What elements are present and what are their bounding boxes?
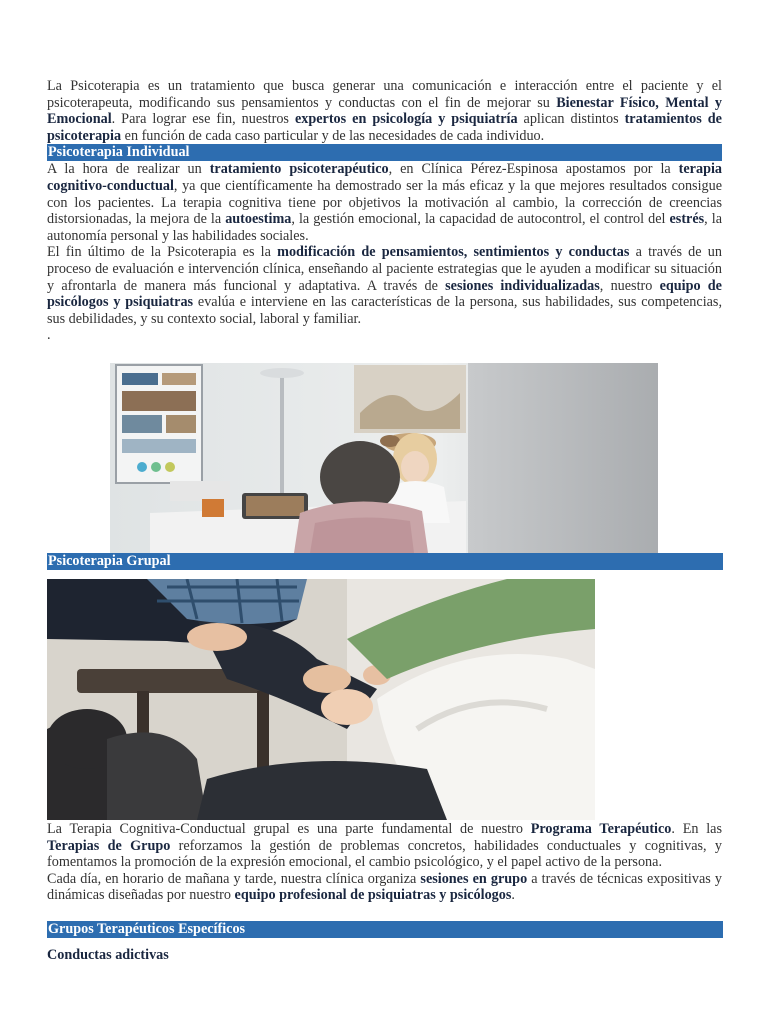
grupal-text-block: [47, 821, 722, 904]
text: evalúa e interviene en las características de la persona, sus habilidades, sus competencias, sus debilidades, y su contexto social, laboral y familiar.: [47, 294, 723, 327]
bold-text: estrés: [669, 211, 705, 228]
bold-text: sesiones en grupo: [420, 870, 528, 887]
bold-text: Programa Terapéutico: [530, 821, 672, 837]
intro-paragraph: [47, 78, 722, 144]
grupal-paragraph-1: [47, 821, 722, 871]
section-heading-grupal: Psicoterapia Grupal: [47, 553, 723, 570]
grupal-paragraph-2: [47, 871, 722, 904]
text: , en Clínica Pérez-Espinosa apostamos por la: [388, 161, 679, 178]
group-therapy-photo: [47, 579, 595, 820]
intro-text: . Para lograr ese fin, nuestros: [111, 111, 295, 128]
bold-text: tratamiento psicoterapéutico: [209, 161, 389, 178]
bold-text: sesiones individualizadas: [445, 277, 600, 294]
bold-text: modificación de pensamientos, sentimientos y conductas: [277, 244, 630, 261]
text: a través de técnicas expositivas y dinámicas diseñadas por nuestro: [47, 870, 722, 904]
subheading-conductas-adictivas: Conductas adictivas: [47, 947, 169, 963]
section-heading-individual: Psicoterapia Individual: [47, 144, 722, 161]
text: A la hora de realizar un: [47, 161, 210, 178]
individual-therapy-photo: [110, 363, 658, 553]
individual-paragraph-2: [47, 244, 722, 327]
bold-text: autoestima: [225, 211, 292, 228]
text: Cada día, en horario de mañana y tarde, nuestra clínica organiza: [47, 870, 421, 887]
intro-bold: Bienestar Físico, Mental y Emocional: [47, 94, 722, 128]
intro-text: aplican distintos: [517, 111, 625, 128]
document-body: [47, 78, 722, 344]
bold-text: terapia cognitivo-conductual: [47, 161, 722, 194]
text: , nuestro: [599, 277, 660, 294]
bold-text: equipo de psicólogos y psiquiatras: [47, 277, 722, 311]
individual-paragraph-1: [47, 161, 722, 244]
intro-text: La Psicoterapia es un tratamiento que busca generar una comunicación e interacción entre el paciente y el psicoterapeuta, modificando sus pensamientos y conductas con el fin de mejorar su: [47, 78, 722, 111]
bold-text: Terapias de Grupo: [47, 837, 171, 854]
text: , la gestión emocional, la capacidad de autocontrol, el control del: [291, 211, 670, 228]
text: , la autonomía personal y las habilidades sociales.: [47, 211, 722, 244]
section-heading-grupos-especificos: Grupos Terapéuticos Específicos: [47, 921, 723, 938]
intro-text: en función de cada caso particular y de las necesidades de cada individuo.: [121, 127, 545, 144]
intro-bold: expertos en psicología y psiquiatría: [294, 111, 518, 128]
text: reforzamos la gestión de problemas concretos, habilidades conductuales y cognitivas, y fomentamos la promoción de la expresión emocional, el cambio psicológico, y el papel activo de la persona.: [47, 837, 722, 871]
text: .: [511, 887, 515, 904]
bold-text: equipo profesional de psiquiatras y psicólogos: [234, 887, 512, 904]
intro-bold: tratamientos de psicoterapia: [47, 111, 722, 144]
text: La Terapia Cognitiva-Conductual grupal es una parte fundamental de nuestro: [47, 821, 531, 837]
text: . En las: [671, 821, 722, 837]
text: , ya que científicamente ha demostrado ser la más eficaz y la que mejores resultados consigue con los pacientes. La terapia cognitiva tiene por objetivos la motivación al cambio, la corrección de creencias distorsionadas, la mejora de la: [47, 177, 722, 228]
text: El fin último de la Psicoterapia es la: [47, 244, 278, 261]
text: a través de un proceso de evaluación e intervención clínica, enseñando al paciente estrategias que le ayuden a modificar su situación y afrontarla de manera más funcional y adaptativa. A través de: [47, 244, 722, 294]
stray-dot: .: [47, 327, 51, 344]
